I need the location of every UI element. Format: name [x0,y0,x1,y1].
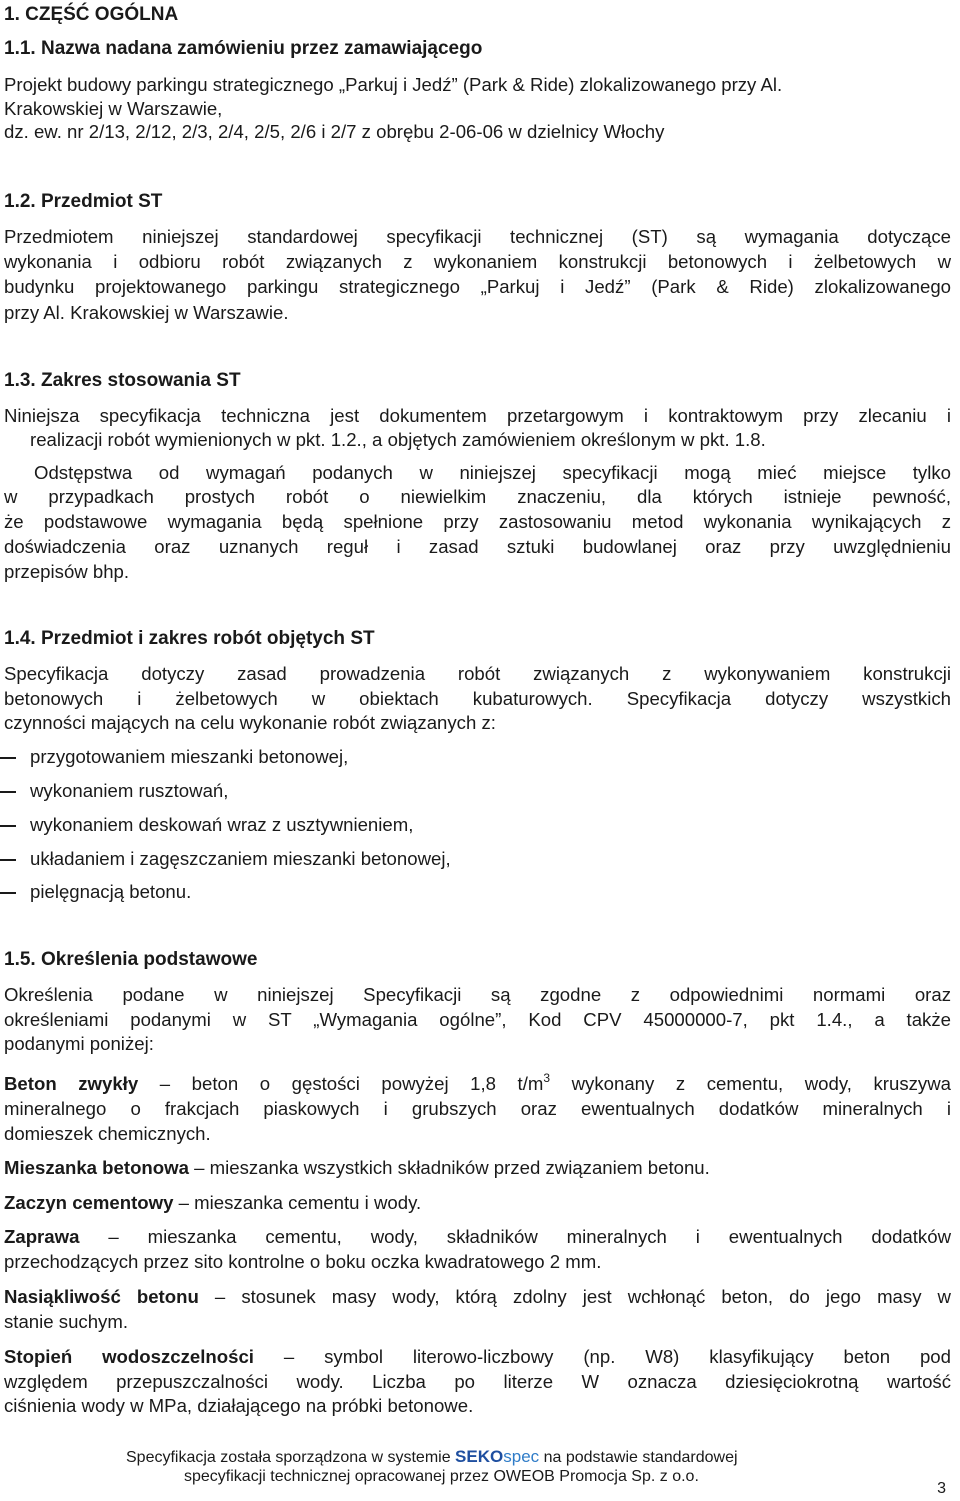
dash-bullet-icon [0,825,16,827]
paragraph-line: Krakowskiej w Warszawie, [4,98,223,119]
paragraph-line: określeniami podanymi w ST „Wymagania ogólne”, Kod CPV 45000000-7, pkt 1.4., a także [4,1009,951,1030]
paragraph-line: podanymi poniżej: [4,1033,154,1054]
paragraph-line: przy Al. Krakowskiej w Warszawie. [4,302,289,323]
paragraph-line: domieszek chemicznych. [4,1123,211,1144]
paragraph-line: Niniejsza specyfikacja techniczna jest dokumentem przetargowym i kontraktowym przy zlecaniu i [4,405,951,426]
dash-bullet-icon [0,859,16,861]
paragraph-line: przechodzących przez sito kontrolne o boku oczka kwadratowego 2 mm. [4,1251,602,1272]
paragraph-line: stanie suchym. [4,1311,129,1332]
paragraph-line: ciśnienia wody w MPa, działającego na próbki betonowe. [4,1395,474,1416]
definition-text: – stosunek masy wody, którą zdolny jest wchłonąć beton, do jego masy w [214,1286,951,1307]
list-item-text: przygotowaniem mieszanki betonowej, [30,746,349,767]
paragraph-line: przepisów bhp. [4,561,130,582]
definition-stopien-line [4,1346,951,1368]
page-number: 3 [937,1480,946,1497]
footer-line-2: specyfikacji technicznej opracowanej przez OWEOB Promocja Sp. z o.o. [184,1468,699,1485]
list-item-text: układaniem i zagęszczaniem mieszanki betonowej, [30,848,451,869]
paragraph-line: betonowych i żelbetowych w obiektach kubaturowych. Specyfikacja dotyczy wszystkich [4,688,951,709]
list-item-text: pielęgnacją betonu. [30,881,192,902]
dash-bullet-icon [0,791,16,793]
footer-text: na podstawie standardowej [543,1449,738,1466]
paragraph-line: czynności mających na celu wykonanie robót związanych z: [4,712,496,733]
paragraph-line: dz. ew. nr 2/13, 2/12, 2/3, 2/4, 2/5, 2/6 i 2/7 z obrębu 2-06-06 w dzielnicy Włochy [4,121,665,142]
list-item-text: wykonaniem rusztowań, [30,780,229,801]
paragraph-line: budynku projektowanego parkingu strategicznego „Parkuj i Jedź” (Park & Ride) zlokalizowanego [4,276,951,297]
paragraph-line: w przypadkach prostych robót o niewielkim znaczeniu, dla których istnieje pewność, [4,486,951,507]
sekospec-logo: SEKOspec [455,1447,540,1466]
section-1-2-heading: 1.2. Przedmiot ST [4,191,163,212]
definition-text: wykonany z cementu, wody, kruszywa [571,1073,951,1094]
section-1-3-heading: 1.3. Zakres stosowania ST [4,370,241,391]
definition-text: – mieszanka wszystkich składników przed związaniem betonu. [188,1157,710,1178]
definition-nasiakliwosc-line [4,1286,951,1308]
paragraph-line: wykonania i odbioru robót związanych z wykonaniem konstrukcji betonowych i żelbetowych w [4,251,951,272]
paragraph-line: Przedmiotem niniejszej standardowej specyfikacji technicznej (ST) są wymagania dotyczące [4,226,951,247]
paragraph-line: Określenia podane w niniejszej Specyfikacji są zgodne z odpowiednimi normami oraz [4,984,951,1005]
dash-bullet-icon [0,757,16,759]
definition-text: – symbol literowo-liczbowy (np. W8) klasyfikujący beton pod [283,1346,951,1367]
section-1-heading: 1. CZĘŚĆ OGÓLNA [4,4,179,25]
definition-term: Mieszanka betonowa [4,1157,189,1178]
definition-term: Beton zwykły [4,1073,139,1094]
paragraph-line: mineralnego o frakcjach piaskowych i grubszych oraz ewentualnych dodatków mineralnych i [4,1098,951,1119]
definition-text: – beton o gęstości powyżej 1,8 $t/m^3$ [159,1071,551,1094]
section-1-5-heading: 1.5. Określenia podstawowe [4,949,258,970]
paragraph-line: że podstawowe wymagania będą spełnione przy zastosowaniu metod wykonania wynikających z [4,511,951,532]
definition-term: Stopień wodoszczelności [4,1346,254,1367]
paragraph-line: realizacji robót wymienionych w pkt. 1.2., a objętych zamówieniem określonym w pkt. 1.8. [30,429,766,450]
paragraph-line: Projekt budowy parkingu strategicznego „Parkuj i Jedź” (Park & Ride) zlokalizowanego przy Al. [4,74,783,95]
definition-term: Nasiąkliwość betonu [4,1286,199,1307]
definition-term: Zaczyn cementowy [4,1192,174,1213]
definition-beton-line [4,1073,951,1097]
definition-zaczyn-line [4,1192,421,1214]
paragraph-line: doświadczenia oraz uznanych reguł i zasad sztuki budowlanej oraz przy uwzględnieniu [4,536,951,557]
list-item-text: wykonaniem deskowań wraz z usztywnieniem, [30,814,414,835]
definition-term: Zaprawa [4,1226,80,1247]
dash-bullet-icon [0,892,16,894]
paragraph-line: Specyfikacja dotyczy zasad prowadzenia robót związanych z wykonywaniem konstrukcji [4,663,951,684]
footer-text: Specyfikacja została sporządzona w systemie [126,1449,451,1466]
section-1-4-heading: 1.4. Przedmiot i zakres robót objętych ST [4,628,375,649]
paragraph-line: Odstępstwa od wymagań podanych w niniejszej specyfikacji mogą mieć miejsce tylko [34,462,951,483]
definition-text: – mieszanka cementu i wody. [173,1192,422,1213]
footer-line-1 [126,1447,738,1467]
definition-mieszanka-line [4,1157,710,1179]
definition-zaprawa-line [4,1226,951,1248]
section-1-1-heading: 1.1. Nazwa nadana zamówieniu przez zamawiającego [4,38,483,59]
paragraph-line: względem przepuszczalności wody. Liczba po literze W oznacza dziesięciokrotną wartość [4,1371,951,1392]
definition-text: – mieszanka cementu, wody, składników mineralnych i ewentualnych dodatków [108,1226,951,1247]
